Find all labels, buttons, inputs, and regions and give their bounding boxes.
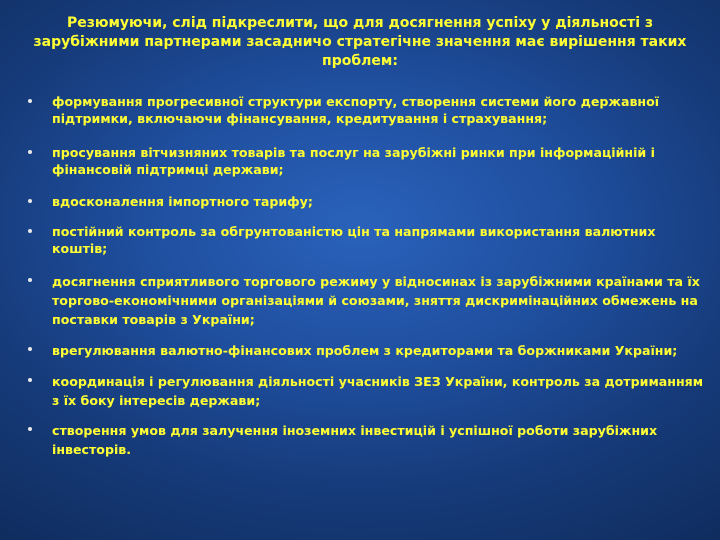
bullet-item: [26, 93, 706, 127]
bullet-text: постійний контроль за обгрунтованістю цін та напрямами використання валютних коштів;: [52, 224, 656, 256]
bullet-dot-icon: [28, 99, 32, 103]
bullet-text: створення умов для залучення іноземних інвестицій і успішної роботи зарубіжних інвесторів.: [52, 423, 658, 457]
bullet-list: [26, 93, 706, 459]
bullet-item: [26, 193, 706, 210]
bullet-text: досягнення сприятливого торгового режиму у відносинах із зарубіжними країнами та їх торгово-економічними організаціями й союзами, зняття дискримінаційних обмежень на поставки товарів з України;: [52, 274, 700, 327]
bullet-text: просування вітчизняних товарів та послуг на зарубіжні ринки при інформаційній і фінансовій підтримці держави;: [52, 145, 655, 177]
bullet-dot-icon: [28, 199, 32, 203]
bullet-text: координація і регулювання діяльності учасників ЗЕЗ України, контроль за дотриманням з їх боку інтересів держави;: [52, 374, 704, 408]
bullet-item: [26, 272, 706, 329]
bullet-item: [26, 144, 706, 178]
bullet-text: врегулювання валютно-фінансових проблем з кредиторами та боржниками України;: [52, 343, 678, 358]
bullet-dot-icon: [28, 229, 32, 233]
bullet-item: [26, 421, 706, 459]
slide-title: Резюмуючи, слід підкреслити, що для досягнення успіху у діяльності з зарубіжними партнерами засадничо стратегічне значення має вирішення таких проблем:: [33, 15, 687, 69]
bullet-item: [26, 223, 706, 257]
bullet-item: [26, 341, 706, 360]
bullet-text: вдосконалення імпортного тарифу;: [52, 194, 313, 209]
bullet-dot-icon: [28, 378, 32, 382]
bullet-dot-icon: [28, 347, 32, 351]
bullet-item: [26, 372, 706, 410]
bullet-text: формування прогресивної структури експорту, створення системи його державної підтримки, включаючи фінансування, кредитування і страхування;: [52, 94, 660, 126]
bullet-dot-icon: [28, 150, 32, 154]
bullet-dot-icon: [28, 427, 32, 431]
bullet-dot-icon: [28, 278, 32, 282]
